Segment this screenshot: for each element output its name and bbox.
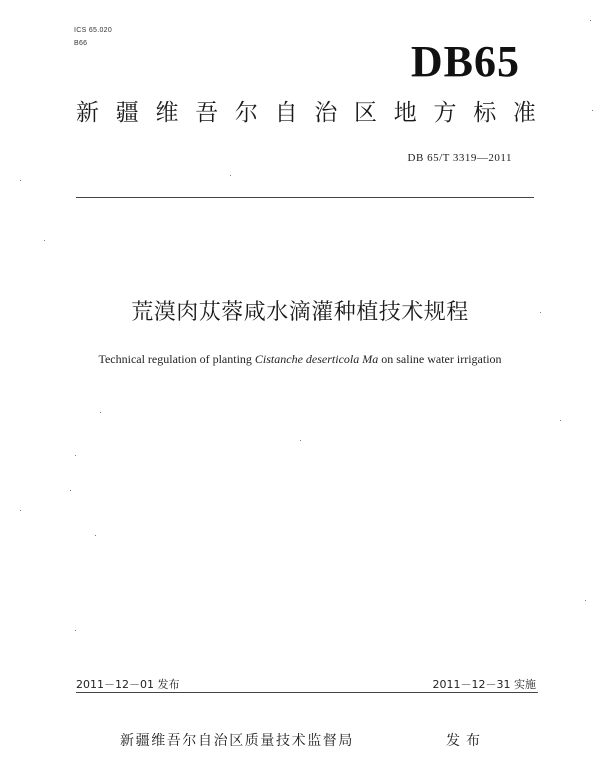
document-title-en [0, 352, 600, 367]
category-char: 准 [512, 100, 536, 126]
title-en-part: on saline water irrigation [378, 352, 502, 366]
publisher-name: 新疆维吾尔自治区质量技术监督局 [120, 733, 354, 749]
title-en-part: Technical regulation of planting [98, 352, 255, 366]
issue-date: 2011－12－01 发布 [76, 678, 180, 691]
scan-speck [20, 510, 21, 511]
document-title-cn: 荒漠肉苁蓉咸水滴灌种植技术规程 [131, 300, 469, 325]
category-char: 方 [433, 100, 457, 126]
scan-speck [230, 175, 231, 176]
scan-speck [95, 535, 96, 536]
category-char: 疆 [115, 100, 139, 126]
scan-speck [585, 600, 586, 601]
scan-speck [20, 180, 21, 181]
standard-number: DB 65/T 3319—2011 [407, 152, 512, 164]
footer-divider [76, 692, 538, 693]
scan-speck [592, 110, 593, 111]
ccs-code: B66 [74, 40, 88, 47]
category-char: 吾 [195, 100, 219, 126]
scan-speck [300, 440, 301, 441]
scan-speck [70, 490, 71, 491]
ics-code: ICS 65.020 [74, 27, 113, 34]
category-char: 自 [274, 100, 298, 126]
scan-speck [590, 20, 591, 21]
standard-logo: DB65 [410, 37, 520, 86]
scan-speck [560, 420, 561, 421]
category-char: 维 [155, 100, 179, 126]
category-char: 尔 [234, 100, 258, 126]
category-char: 新 [76, 100, 99, 126]
category-char: 区 [354, 100, 378, 126]
header-divider [76, 197, 534, 198]
publish-label: 发布 [446, 733, 486, 749]
standard-category [76, 102, 536, 125]
scan-speck [540, 312, 541, 313]
scan-speck [100, 412, 101, 413]
implementation-date: 2011－12－31 实施 [432, 678, 536, 691]
scan-speck [44, 240, 45, 241]
category-char: 标 [473, 100, 497, 126]
scan-speck [75, 455, 76, 456]
category-char: 地 [393, 100, 417, 126]
category-char: 治 [314, 100, 338, 126]
scan-speck [75, 630, 76, 631]
title-en-species: Cistanche deserticola Ma [254, 352, 379, 366]
